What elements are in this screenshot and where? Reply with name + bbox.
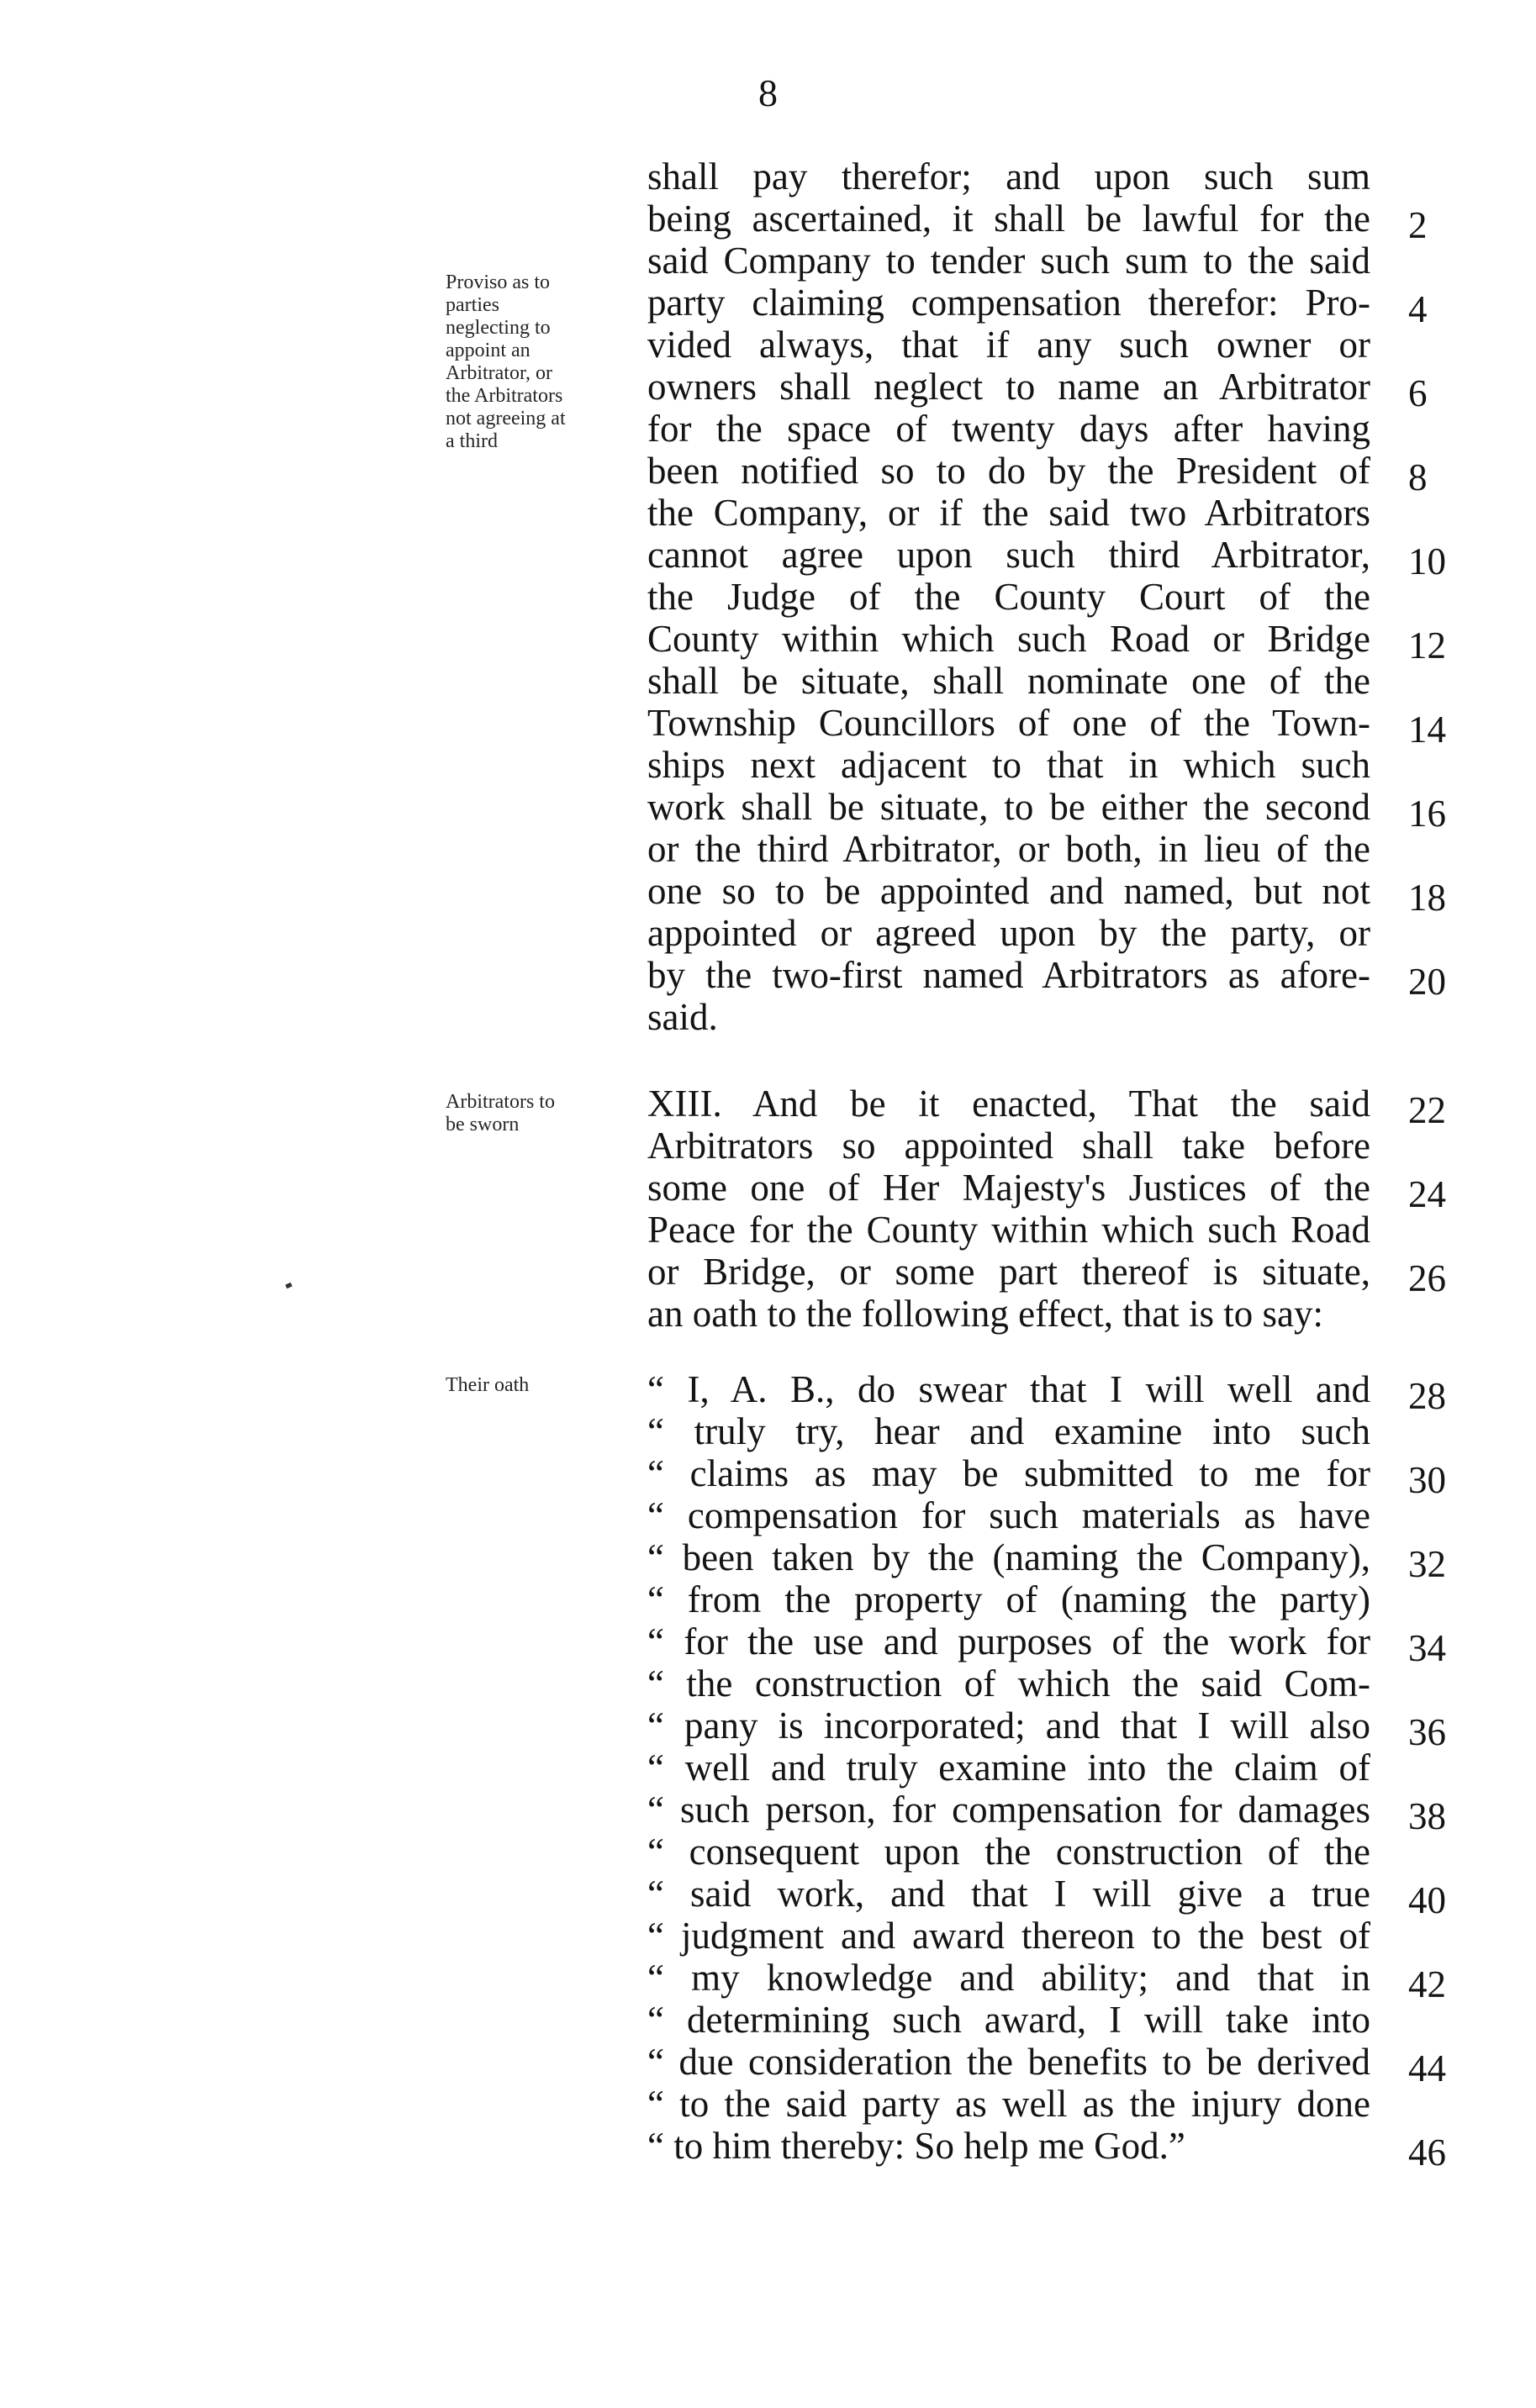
text-line bbox=[647, 2125, 1446, 2174]
line-text: “ such person, for compensation for damages bbox=[647, 1789, 1370, 1831]
margin-note-proviso bbox=[446, 271, 631, 453]
line-number: 10 bbox=[1408, 540, 1446, 582]
line-text: “ the construction of which the said Com- bbox=[647, 1662, 1370, 1705]
text-line bbox=[647, 2041, 1446, 2089]
text-line bbox=[647, 744, 1404, 786]
text-line bbox=[647, 660, 1404, 702]
line-text: the Judge of the County Court of the bbox=[647, 576, 1370, 618]
line-text: owners shall neglect to name an Arbitrator bbox=[647, 366, 1370, 408]
line-number: 20 bbox=[1408, 961, 1446, 1003]
line-text: shall pay therefor; and upon such sum bbox=[647, 155, 1370, 198]
margin-note-arbitrators-sworn bbox=[446, 1091, 631, 1136]
margin-note-line: Arbitrators to bbox=[446, 1091, 555, 1113]
text-line bbox=[647, 996, 1404, 1038]
text-line bbox=[647, 1831, 1404, 1873]
line-text: vided always, that if any such owner or bbox=[647, 324, 1370, 366]
text-line bbox=[647, 786, 1446, 835]
text-line bbox=[647, 2083, 1404, 2125]
line-number: 4 bbox=[1408, 288, 1428, 330]
line-number: 24 bbox=[1408, 1173, 1446, 1215]
paragraph-proviso bbox=[647, 155, 1446, 1038]
paragraph-oath bbox=[647, 1368, 1446, 2174]
line-text: work shall be situate, to be either the second bbox=[647, 786, 1370, 828]
text-line bbox=[647, 1452, 1446, 1501]
text-line bbox=[647, 240, 1404, 282]
line-text: or Bridge, or some part thereof is situate, bbox=[647, 1251, 1370, 1293]
text-line bbox=[647, 1125, 1404, 1167]
text-line bbox=[647, 1167, 1446, 1215]
line-number: 42 bbox=[1408, 1963, 1446, 2005]
text-line bbox=[647, 1789, 1446, 1837]
text-line bbox=[647, 282, 1428, 330]
line-text: “ due consideration the benefits to be derived bbox=[647, 2041, 1370, 2083]
text-line bbox=[647, 1494, 1404, 1536]
line-number: 22 bbox=[1408, 1089, 1446, 1131]
line-text: “ my knowledge and ability; and that in bbox=[647, 1957, 1370, 1999]
line-text: “ determining such award, I will take into bbox=[647, 1999, 1370, 2041]
line-number: 16 bbox=[1408, 793, 1446, 835]
text-line bbox=[647, 1957, 1446, 2005]
line-text: appointed or agreed upon by the party, or bbox=[647, 912, 1370, 954]
line-text: “ consequent upon the construction of the bbox=[647, 1831, 1370, 1873]
text-line bbox=[647, 1410, 1404, 1452]
line-number: 14 bbox=[1408, 709, 1446, 751]
text-line bbox=[647, 408, 1404, 450]
line-number: 2 bbox=[1408, 204, 1428, 246]
line-number: 36 bbox=[1408, 1711, 1446, 1753]
line-text: an oath to the following effect, that is to say: bbox=[647, 1293, 1323, 1335]
line-text: for the space of twenty days after having bbox=[647, 408, 1370, 450]
line-text: “ said work, and that I will give a true bbox=[647, 1873, 1370, 1915]
line-text: or the third Arbitrator, or both, in lieu of the bbox=[647, 828, 1370, 870]
text-line bbox=[647, 534, 1446, 582]
text-line bbox=[647, 1662, 1404, 1705]
text-line bbox=[647, 1368, 1446, 1417]
line-text: County within which such Road or Bridge bbox=[647, 618, 1370, 660]
line-text: cannot agree upon such third Arbitrator, bbox=[647, 534, 1370, 576]
line-text: “ claims as may be submitted to me for bbox=[647, 1452, 1370, 1494]
line-number: 28 bbox=[1408, 1375, 1446, 1417]
line-number: 8 bbox=[1408, 456, 1428, 498]
page-number: 8 bbox=[758, 71, 778, 114]
text-line bbox=[647, 954, 1446, 1003]
line-text: said. bbox=[647, 996, 718, 1038]
text-line bbox=[647, 1083, 1446, 1131]
line-number: 18 bbox=[1408, 877, 1446, 919]
line-text: shall be situate, shall nominate one of the bbox=[647, 660, 1370, 702]
line-text: “ I, A. B., do swear that I will well and bbox=[647, 1368, 1370, 1410]
line-number: 46 bbox=[1408, 2131, 1446, 2174]
line-text: by the two-first named Arbitrators as afore- bbox=[647, 954, 1370, 996]
margin-note-line: Their oath bbox=[446, 1374, 530, 1396]
text-line bbox=[647, 1873, 1446, 1921]
margin-note-line: appoint an bbox=[446, 340, 530, 361]
text-line bbox=[647, 1705, 1446, 1753]
line-number: 30 bbox=[1408, 1459, 1446, 1501]
margin-note-line: the Arbitrators bbox=[446, 385, 563, 407]
line-text: “ been taken by the (naming the Company), bbox=[647, 1536, 1370, 1578]
text-line bbox=[647, 1578, 1404, 1620]
line-number: 6 bbox=[1408, 372, 1428, 414]
line-text: ships next adjacent to that in which such bbox=[647, 744, 1370, 786]
line-text: Peace for the County within which such Road bbox=[647, 1209, 1370, 1251]
line-text: XIII. And be it enacted, That the said bbox=[647, 1083, 1370, 1125]
text-line bbox=[647, 450, 1428, 498]
text-line bbox=[647, 576, 1404, 618]
paragraph-section-xiii bbox=[647, 1083, 1446, 1335]
line-number: 40 bbox=[1408, 1879, 1446, 1921]
line-text: “ from the property of (naming the party) bbox=[647, 1578, 1370, 1620]
margin-note-line: parties bbox=[446, 294, 499, 316]
text-line bbox=[647, 492, 1404, 534]
text-line bbox=[647, 1536, 1446, 1585]
line-number: 32 bbox=[1408, 1543, 1446, 1585]
text-line bbox=[647, 1747, 1404, 1789]
line-text: Township Councillors of one of the Town- bbox=[647, 702, 1370, 744]
line-text: “ pany is incorporated; and that I will also bbox=[647, 1705, 1370, 1747]
text-line bbox=[647, 1620, 1446, 1669]
line-text: “ for the use and purposes of the work for bbox=[647, 1620, 1370, 1662]
text-line bbox=[647, 1915, 1404, 1957]
margin-note-line: be sworn bbox=[446, 1114, 520, 1136]
text-line bbox=[647, 1999, 1404, 2041]
line-number: 12 bbox=[1408, 624, 1446, 667]
line-text: party claiming compensation therefor: Pro- bbox=[647, 282, 1370, 324]
line-text: said Company to tender such sum to the said bbox=[647, 240, 1370, 282]
line-text: one so to be appointed and named, but not bbox=[647, 870, 1370, 912]
text-line bbox=[647, 366, 1428, 414]
margin-note-line: Proviso as to bbox=[446, 271, 551, 293]
line-number: 38 bbox=[1408, 1795, 1446, 1837]
text-line bbox=[647, 828, 1404, 870]
line-text: being ascertained, it shall be lawful for the bbox=[647, 198, 1370, 240]
margin-note-line: not agreeing at bbox=[446, 408, 566, 429]
text-line bbox=[647, 1251, 1446, 1299]
line-text: “ truly try, hear and examine into such bbox=[647, 1410, 1370, 1452]
text-line bbox=[647, 702, 1446, 751]
line-text: the Company, or if the said two Arbitrators bbox=[647, 492, 1370, 534]
text-line bbox=[647, 870, 1446, 919]
text-line bbox=[647, 912, 1404, 954]
line-text: “ compensation for such materials as have bbox=[647, 1494, 1370, 1536]
line-text: “ to him thereby: So help me God.” bbox=[647, 2125, 1185, 2167]
text-line bbox=[647, 1293, 1404, 1335]
text-line bbox=[647, 155, 1404, 198]
margin-note-their-oath bbox=[446, 1374, 631, 1397]
line-number: 34 bbox=[1408, 1627, 1446, 1669]
margin-note-line: neglecting to bbox=[446, 317, 551, 339]
line-text: “ to the said party as well as the injury done bbox=[647, 2083, 1370, 2125]
text-line bbox=[647, 618, 1446, 667]
line-text: some one of Her Majesty's Justices of the bbox=[647, 1167, 1370, 1209]
line-number: 44 bbox=[1408, 2047, 1446, 2089]
line-text: Arbitrators so appointed shall take before bbox=[647, 1125, 1370, 1167]
line-number: 26 bbox=[1408, 1257, 1446, 1299]
stray-ink-mark bbox=[285, 1283, 292, 1288]
text-line bbox=[647, 1209, 1404, 1251]
text-line bbox=[647, 324, 1404, 366]
line-text: “ well and truly examine into the claim of bbox=[647, 1747, 1370, 1789]
text-line bbox=[647, 198, 1428, 246]
margin-note-line: a third bbox=[446, 430, 498, 452]
line-text: “ judgment and award thereon to the best of bbox=[647, 1915, 1370, 1957]
line-text: been notified so to do by the President of bbox=[647, 450, 1370, 492]
margin-note-line: Arbitrator, or bbox=[446, 362, 552, 384]
